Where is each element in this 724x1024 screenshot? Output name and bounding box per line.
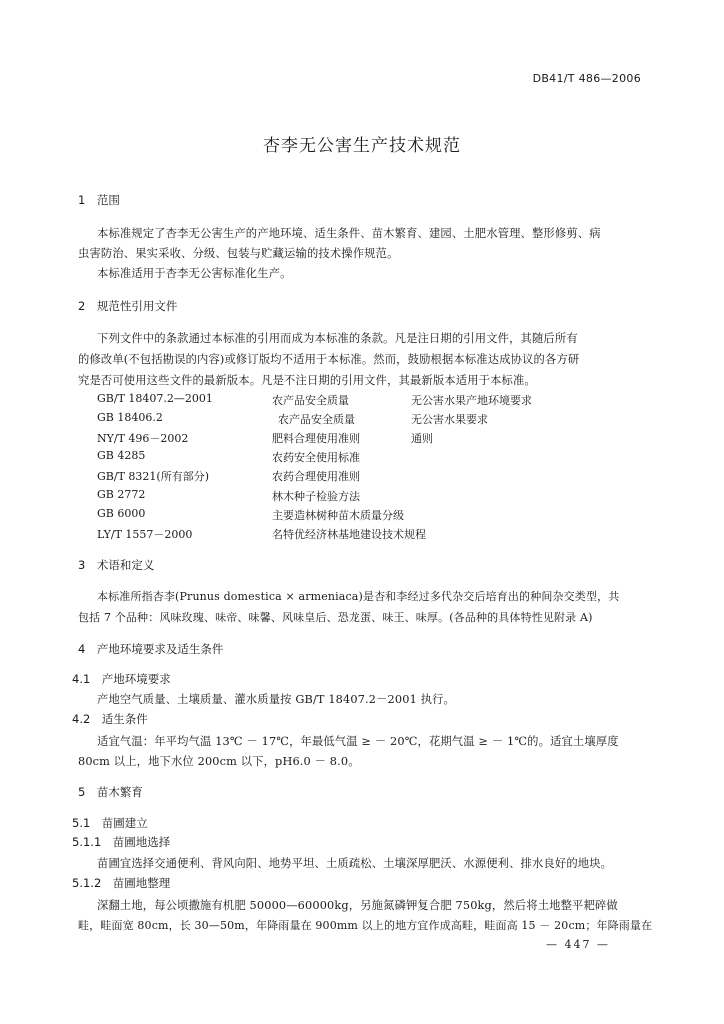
section-3-para-2: 包括 7 个品种：风味玫瑰、味帝、味馨、风味皇后、恐龙蛋、味王、味厚。(各品种的具体特性见附录 A) — [78, 611, 593, 624]
ref-name: 名特优经济林基地建设技术规程 — [272, 528, 426, 541]
section-1-para-1b: 虫害防治、果实采收、分级、包装与贮藏运输的技术操作规范。 — [78, 247, 399, 260]
ref-name: 农产品安全质量 — [272, 394, 349, 407]
ref-code: LY/T 1557－2000 — [97, 528, 193, 541]
ref-extra: 通则 — [411, 432, 433, 445]
section-4-1-heading: 4.1 产地环境要求 — [72, 672, 171, 686]
ref-code: GB 4285 — [97, 449, 146, 462]
section-4-2-heading: 4.2 适生条件 — [72, 712, 148, 726]
ref-name: 肥料合理使用准则 — [272, 432, 360, 445]
section-2-para-1: 下列文件中的条款通过本标准的引用而成为本标准的条款。凡是注日期的引用文件，其随后所有 — [97, 332, 578, 345]
ref-name: 农产品安全质量 — [278, 413, 355, 426]
ref-name: 林木种子检验方法 — [272, 490, 360, 503]
section-5-1-heading: 5.1 苗圃建立 — [72, 816, 148, 830]
ref-code: GB/T 18407.2—2001 — [97, 392, 213, 405]
section-4-1-para: 产地空气质量、土壤质量、灌水质量按 GB/T 18407.2－2001 执行。 — [97, 693, 455, 706]
document-title: 杏李无公害生产技术规范 — [263, 136, 461, 156]
section-5-1-1-para: 苗圃宜选择交通便利、背风向阳、地势平坦、土质疏松、土壤深厚肥沃、水源便利、排水良好的地块。 — [97, 857, 613, 870]
section-2-para-3: 究是否可使用这些文件的最新版本。凡是不注日期的引用文件，其最新版本适用于本标准。 — [78, 374, 536, 387]
ref-code: GB 6000 — [97, 507, 146, 520]
section-1-heading: 1 范围 — [78, 193, 120, 207]
ref-name: 主要造林树种苗木质量分级 — [272, 509, 404, 522]
page-number: — 447 — — [546, 938, 610, 951]
ref-extra: 无公害水果要求 — [411, 413, 488, 426]
section-5-heading: 5 苗木繁育 — [78, 785, 143, 799]
ref-name: 农药合理使用准则 — [272, 470, 360, 483]
ref-extra: 无公害水果产地环境要求 — [411, 394, 532, 407]
section-1-para-2: 本标准适用于杏李无公害标准化生产。 — [97, 267, 292, 280]
ref-code: GB 18406.2 — [97, 411, 163, 424]
section-2-heading: 2 规范性引用文件 — [78, 299, 178, 313]
section-4-heading: 4 产地环境要求及适生条件 — [78, 642, 224, 656]
ref-name: 农药安全使用标准 — [272, 451, 360, 464]
section-4-2-para-a: 适宜气温：年平均气温 13℃ － 17℃，年最低气温 ≥ － 20℃，花期气温 ≥ － 1℃的。适宜土壤厚度 — [97, 735, 619, 748]
ref-code: GB 2772 — [97, 488, 146, 501]
ref-code: GB/T 8321(所有部分) — [97, 470, 209, 483]
section-2-para-2: 的修改单(不包括勘误的内容)或修订版均不适用于本标准。然而，鼓励根据本标准达成协议的各方研 — [78, 353, 580, 366]
section-4-2-para-b: 80cm 以上，地下水位 200cm 以下，pH6.0 － 8.0。 — [78, 755, 360, 768]
ref-code: NY/T 496－2002 — [97, 432, 189, 445]
section-3-para-1: 本标准所指杏李(Prunus domestica × armeniaca)是杏和李经过多代杂交后培育出的种间杂交类型，共 — [97, 590, 620, 603]
section-3-heading: 3 术语和定义 — [78, 558, 155, 572]
section-5-1-1-heading: 5.1.1 苗圃地选择 — [72, 835, 171, 849]
section-5-1-2-para-a: 深翻土地，每公顷撒施有机肥 50000—60000kg，另施氮磷钾复合肥 750kg，然后将土地整平耙碎做 — [97, 899, 618, 912]
section-5-1-2-para-b: 畦，畦面宽 80cm，长 30—50m，年降雨量在 900mm 以上的地方宜作成高畦，畦面高 15 － 20cm；年降雨量在 — [78, 919, 653, 932]
section-5-1-2-heading: 5.1.2 苗圃地整理 — [72, 876, 171, 890]
section-1-para-1a: 本标准规定了杏李无公害生产的产地环境、适生条件、苗木繁育、建园、土肥水管理、整形修剪、病 — [97, 227, 601, 240]
standard-number: DB41/T 486—2006 — [532, 72, 641, 85]
